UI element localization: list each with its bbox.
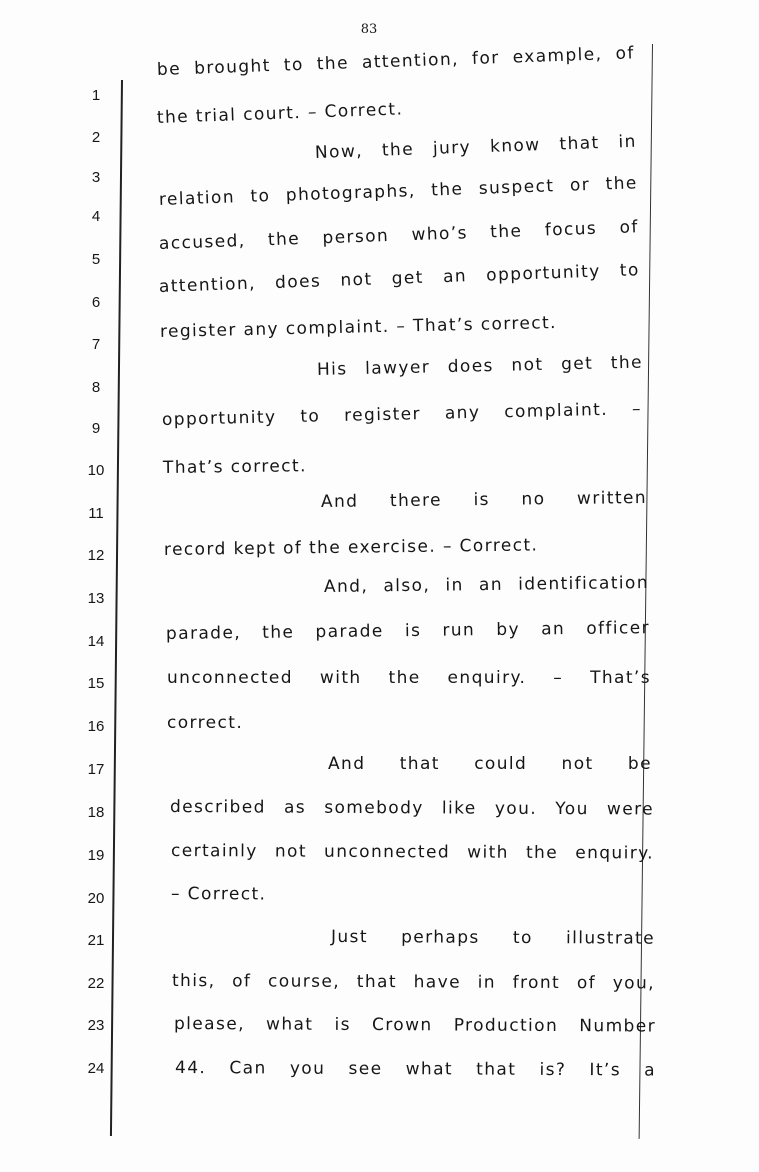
transcript-line: unconnected with the enquiry. – That’s	[167, 668, 651, 688]
line-number: 7	[91, 336, 101, 353]
line-number: 1	[91, 87, 101, 104]
transcript-line: this, of course, that have in front of you,	[171, 971, 656, 994]
transcript-line: parade, the parade is run by an officer	[165, 618, 651, 644]
line-number: 16	[87, 718, 105, 735]
line-number: 15	[87, 675, 105, 692]
transcript-line: record kept of the exercise. – Correct.	[163, 535, 539, 560]
line-number: 24	[87, 1060, 105, 1077]
transcript-line: And that could not be	[328, 754, 652, 774]
transcript-line: 44. Can you see what that is? It’s a	[174, 1058, 657, 1081]
line-number: 19	[87, 847, 105, 864]
transcript-line: Just perhaps to illustrate	[330, 927, 656, 949]
line-number: 10	[87, 462, 105, 479]
line-number: 22	[87, 975, 105, 992]
transcript-line: certainly not unconnected with the enquiry.	[170, 841, 655, 864]
transcript-line: And there is no written	[320, 488, 648, 512]
transcript-line: relation to photographs, the suspect or the	[158, 173, 639, 210]
transcript-line: accused, the person who’s the focus of	[158, 217, 640, 254]
line-number: 6	[91, 294, 101, 311]
transcript-line: the trial court. – Correct.	[156, 99, 404, 128]
transcript-line: please, what is Crown Production Number	[173, 1014, 657, 1037]
line-number: 12	[87, 547, 105, 564]
line-number: 4	[91, 208, 101, 225]
transcript-line: opportunity to register any complaint. –	[161, 399, 643, 430]
line-number: 5	[91, 251, 101, 268]
line-number: 20	[87, 890, 105, 907]
page-number: 83	[360, 22, 378, 37]
line-number: 2	[91, 129, 101, 146]
line-number: 3	[91, 169, 101, 186]
line-number: 14	[87, 633, 105, 650]
line-number: 8	[91, 379, 101, 396]
transcript-line: His lawyer does not get the	[316, 352, 644, 380]
line-number: 23	[87, 1017, 105, 1034]
line-number: 11	[88, 505, 104, 522]
transcript-line: be brought to the attention, for example, of	[156, 43, 636, 80]
line-number: 9	[91, 420, 101, 437]
transcript-line: That’s correct.	[162, 456, 307, 478]
line-number: 18	[87, 804, 105, 821]
transcript-line: attention, does not get an opportunity to	[158, 260, 641, 297]
line-number: 17	[87, 761, 105, 778]
transcript-line: correct.	[167, 713, 244, 733]
transcript-line: Now, the jury know that in	[314, 131, 638, 163]
transcript-line: And, also, in an identification	[323, 573, 650, 597]
transcript-line: register any complaint. – That’s correct.	[159, 312, 558, 342]
transcript-line: – Correct.	[170, 884, 267, 905]
line-number: 13	[87, 590, 105, 607]
line-number: 21	[87, 932, 105, 949]
transcript-line: described as somebody like you. You were	[169, 797, 655, 820]
